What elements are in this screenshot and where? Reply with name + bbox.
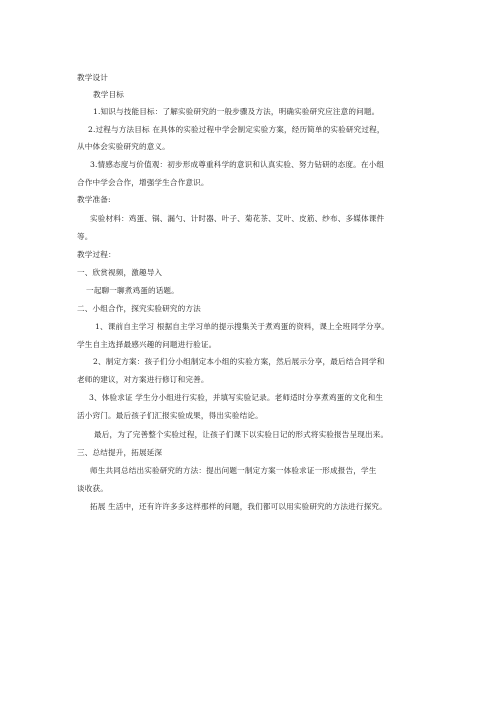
objective-2-line2: 从中体会实验研究的意义。 — [77, 142, 170, 151]
objective-2-line1: 2.过程与方法目标 在具体的实验过程中学会制定实验方案，经历简单的实验研究过程， — [88, 125, 385, 134]
substep-3-line1: 3、体验求证 学生分小组进行实验，并填写实验记录。老师适时分享煮鸡蛋的文化和生 — [89, 393, 384, 402]
substep-3-line2: 活小窍门。最后孩子们汇报实验成果，得出实验结论。 — [77, 411, 263, 420]
conclusion-paragraph: 最后，为了完善整个实验过程，让孩子们课下以实验日记的形式将实验报告呈现出来。 — [94, 430, 389, 439]
objective-3-line2: 合作中学会合作，增强学生合作意识。 — [77, 178, 209, 187]
substep-1-line1: 1、课前自主学习 根据自主学习单的提示搜集关于煮鸡蛋的资料，课上全班同学分享。 — [95, 322, 390, 331]
materials-line1: 实验材料：鸡蛋、锅、漏勺、计时器、叶子、菊花茶、艾叶、皮筋、纱布、多媒体课件 — [90, 214, 385, 223]
step-heading-3: 三、总结提升，拓展延深 — [77, 448, 163, 457]
substep-1-line2: 学生自主选择最感兴趣的问题进行验证。 — [77, 340, 217, 349]
section-heading-preparation: 教学准备: — [77, 195, 111, 204]
step-heading-1: 一、欣赏视频，激趣导入 — [77, 268, 163, 277]
objective-1: 1.知识与技能目标：了解实验研究的一般步骤及方法，明确实验研究应注意的问题。 — [93, 107, 380, 116]
materials-line2: 等。 — [77, 232, 93, 241]
section-heading-objectives: 教学目标 — [93, 90, 124, 99]
doc-title: 教学设计 — [77, 73, 108, 82]
objective-3-line1: 3.情感态度与价值观：初步形成尊重科学的意识和认真实验、努力钻研的态度。在小组 — [90, 160, 385, 169]
extension-paragraph: 拓展 生活中，还有许许多多这样那样的问题，我们都可以用实验研究的方法进行探究。 — [90, 502, 387, 511]
step-heading-2: 二、小组合作，探究实验研究的方法 — [77, 304, 201, 313]
summary-line2: 谈收获。 — [77, 484, 108, 493]
substep-2-line2: 老师的建议，对方案进行修订和完善。 — [77, 375, 209, 384]
substep-2-line1: 2、制定方案：孩子们分小组制定本小组的实验方案，然后展示分享，最后结合同学和 — [93, 357, 385, 366]
section-heading-process: 教学过程： — [77, 250, 116, 259]
step-1-text: 一起聊一聊煮鸡蛋的话题。 — [86, 286, 179, 295]
summary-line1: 师生共同总结出实验研究的方法：提出问题一制定方案一体验求证一形成报告，学生 — [90, 466, 377, 475]
